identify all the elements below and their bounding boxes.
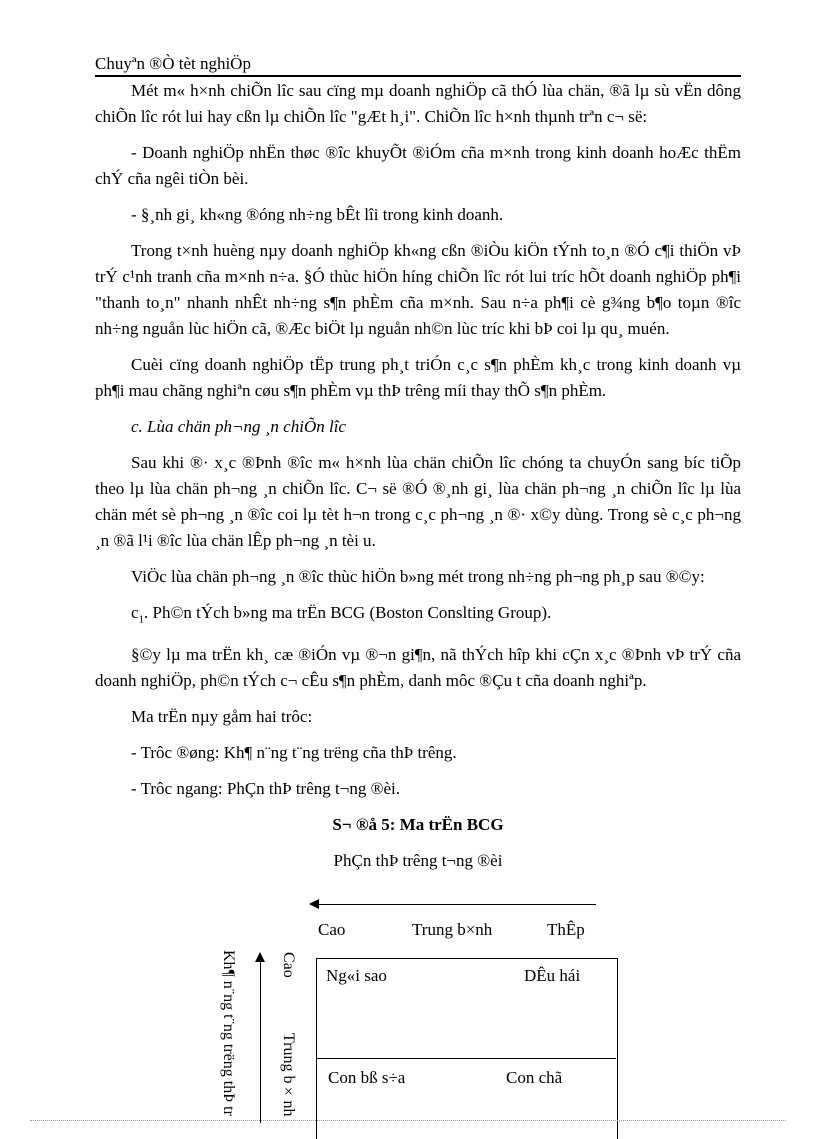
y-axis-arrowhead xyxy=(255,952,265,962)
matrix-divider xyxy=(316,1058,616,1059)
paragraph-2: - Doanh nghiÖp nhËn thøc ®îc khuyÕt ®iÓm cña m×nh trong kinh doanh hoÆc thËm chÝ cña ngêi tiÒn bèi. xyxy=(95,143,741,188)
row-label-high: Cao xyxy=(280,952,297,978)
paragraph-3: - §¸nh gi¸ kh«ng ®óng nh÷ng bÊt lîi trong kinh doanh. xyxy=(131,205,504,224)
page-bottom-border xyxy=(30,1120,786,1121)
cell-question-mark: DÊu hái xyxy=(524,966,581,985)
paragraph-9: §©y lµ ma trËn kh¸ cæ ®iÓn vµ ®¬n gi¶n, nã thÝch hîp khi cÇn x¸c ®Þnh vÞ trÝ cña doanh nghiÖp, ph©n tÝch c¬ cÊu s¶n phÈm, danh môc ®Çu t cña doanh nghiªp. xyxy=(95,645,741,691)
col-label-low: ThÊp xyxy=(547,920,585,939)
paragraph-1: Mét m« h×nh chiÕn lîc sau cïng mµ doanh nghiÖp cã thÓ lùa chän, ®ã lµ sù vËn dông chiÕn lîc rót lui hay cßn lµ chiÕn lîc "gÆt h¸i". ChiÕn lîc h×nh thµnh trªn c¬ së: xyxy=(95,81,741,126)
cell-cash-cow: Con bß s÷a xyxy=(328,1068,406,1087)
cell-star: Ng«i sao xyxy=(326,966,387,985)
y-axis-title: Kh¶ n¨ng t¨ng trëng thÞ tr xyxy=(220,950,237,1116)
col-label-high: Cao xyxy=(318,920,346,939)
paragraph-5: Cuèi cïng doanh nghiÖp tËp trung ph¸t triÓn c¸c s¶n phÈm kh¸c trong kinh doanh vµ ph¶i mau chãng nghiªn cøu s¶n phÈm vµ thÞ trêng míi thay thÕ s¶n phÈm. xyxy=(95,355,741,400)
p8-text: . Ph©n tÝch b»ng ma trËn BCG (Boston Conslting Group). xyxy=(144,603,552,622)
paragraph-7: ViÖc lùa chän ph¬ng ¸n ®îc thùc hiÖn b»ng mét trong nh÷ng ph¬ng ph¸p sau ®©y: xyxy=(131,567,705,586)
y-axis-arrow xyxy=(260,962,261,1123)
header-rule xyxy=(95,75,741,77)
paragraph-12: - Trôc ngang: PhÇn thÞ trêng t¬ng ®èi. xyxy=(131,779,401,799)
cell-dog: Con chã xyxy=(506,1068,563,1087)
col-label-medium: Trung b×nh xyxy=(412,920,493,939)
paragraph-10: Ma trËn nµy gåm hai trôc: xyxy=(131,707,313,727)
figure-subcaption: PhÇn thÞ trêng t¬ng ®èi xyxy=(333,851,503,871)
p8-subscript: 1 xyxy=(138,613,145,626)
document-body xyxy=(95,78,741,884)
paragraph-6: Sau khi ®· x¸c ®Þnh ®îc m« h×nh lùa chän chiÕn lîc chóng ta chuyÓn sang bíc tiÕp theo lµ lùa chän ph¬ng ¸n chiÕn lîc. C¬ së ®Ó ®¸nh gi¸ lùa chän ph¬ng ¸n chiÕn lîc lµ lùa chän mét sè ph¬ng ¸n ®îc coi lµ tèt h¬n trong c¸c ph¬ng ¸n ®· x©y dùng. Trong sè c¸c ph¬ng ¸n ®ã l¹i ®îc lùa chän lÊp ph¬ng ¸n tèi u. xyxy=(95,453,741,550)
row-label-medium: Trung b×nh xyxy=(280,1033,297,1117)
page-header-title: Chuyªn ®Ò tèt nghiÖp xyxy=(95,54,251,73)
paragraph-4: Trong t×nh huèng nµy doanh nghiÖp kh«ng cßn ®iÒu kiÖn tÝnh to¸n ®Ó c¶i thiÖn vÞ trÝ c¹nh tranh cña m×nh n÷a. §Ó thùc hiÖn híng chiÕn lîc rót lui tríc hÕt doanh nghiÖp ph¶i "thanh to¸n" nhanh nhÊt nh÷ng s¶n phÈm cña m×nh. Sau n÷a ph¶i cè g¾ng b¶o toµn ®îc nh÷ng nguån lùc hiÖn cã, ®Æc biÖt lµ nguån nh©n lùc tríc khi bÞ coi lµ qu¸ muén. xyxy=(95,241,741,338)
paragraph-11: - Trôc ®øng: Kh¶ n¨ng t¨ng trëng cña thÞ trêng. xyxy=(131,743,457,763)
figure-caption: S¬ ®å 5: Ma trËn BCG xyxy=(332,815,504,835)
p8-prefix: c xyxy=(131,603,139,622)
section-heading-c: c. Lùa chän ph¬ng ¸n chiÕn lîc xyxy=(131,417,346,436)
paragraph-8 xyxy=(95,600,741,632)
x-axis-arrow xyxy=(318,904,596,905)
